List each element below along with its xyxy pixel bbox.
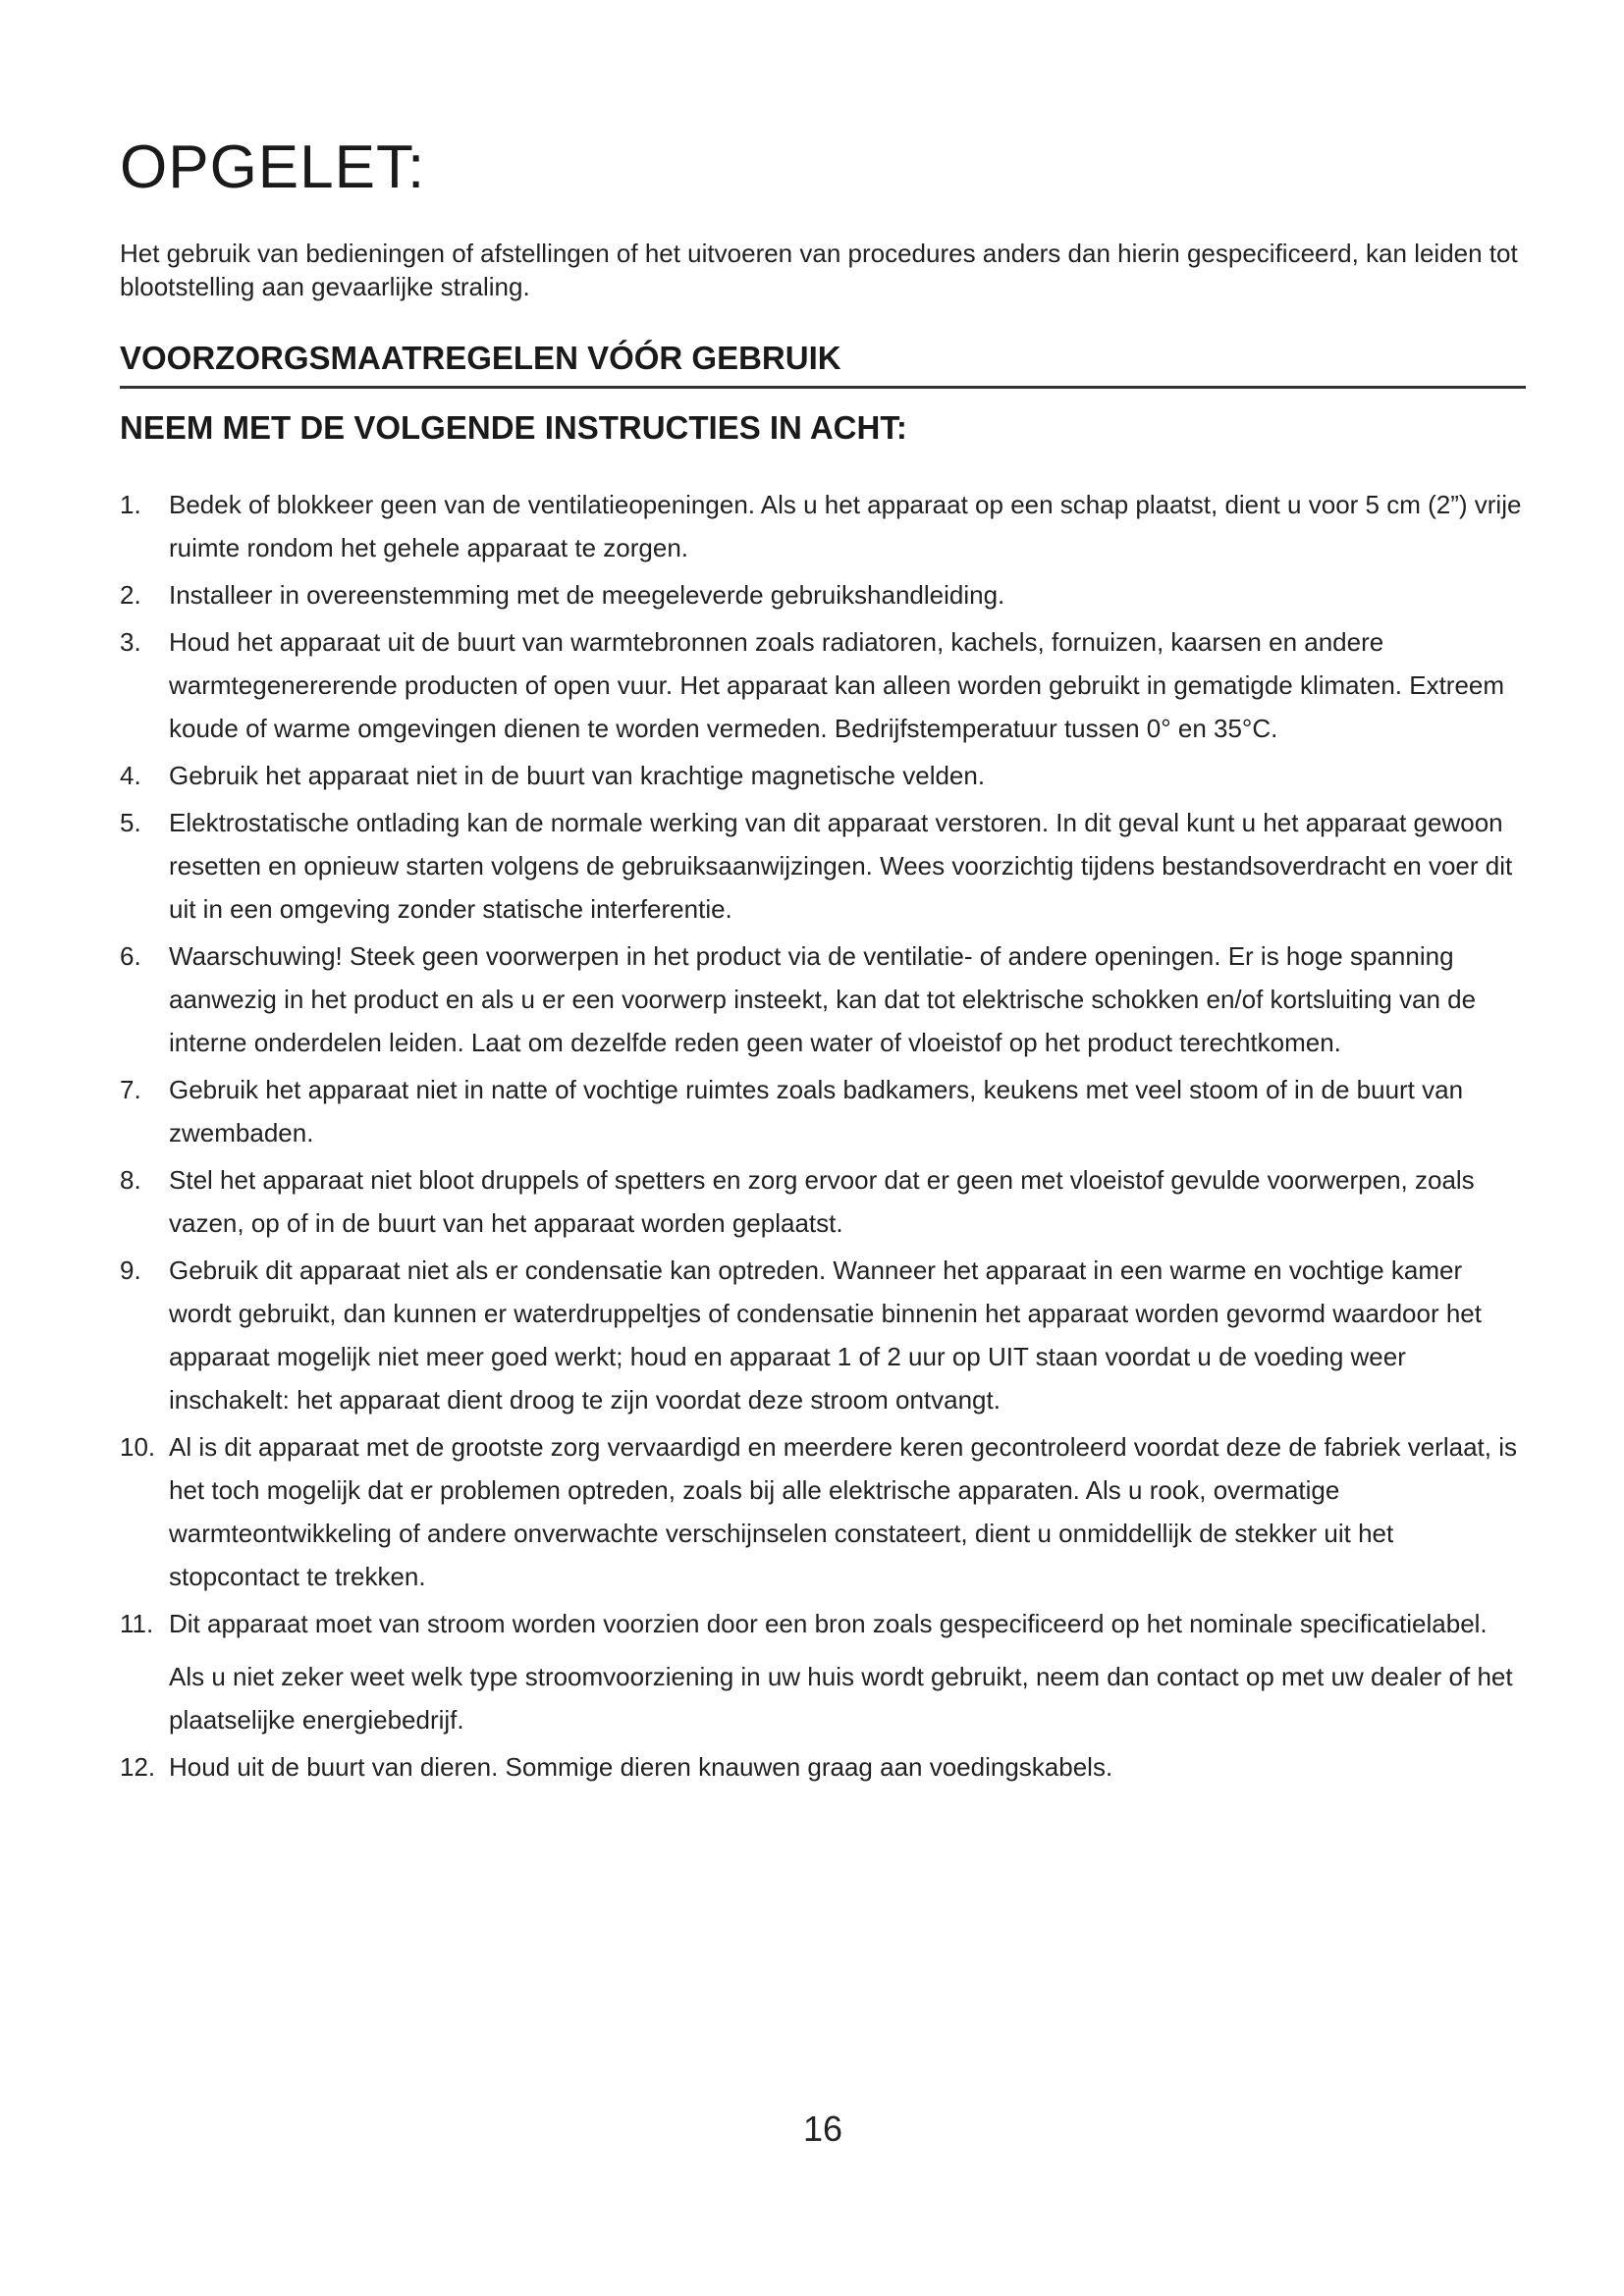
item-text: Waarschuwing! Steek geen voorwerpen in het product via de ventilatie- of andere openingen. Er is hoge spanning aanwezig in het product en als u er een voorwerp insteekt, kan dat tot elektrische schokken en/of kortsluiting van de interne onderdelen leiden. Laat om dezelfde reden geen water of vloeistof op het product terechtkomen. <box>169 941 1477 1057</box>
section-heading: VOORZORGSMAATREGELEN VÓÓR GEBRUIK <box>120 342 1526 389</box>
item-text: Al is dit apparaat met de grootste zorg vervaardigd en meerdere keren gecontroleerd voordat deze de fabriek verlaat, is het toch mogelijk dat er problemen optreden, zoals bij alle elektrische apparaten. Als u rook, overmatige warmteontwikkeling of andere onverwachte verschijnselen constateert, dient u onmiddellijk de stekker uit het stopcontact te trekken. <box>169 1432 1517 1591</box>
list-item <box>120 1602 1526 1741</box>
item-text: Houd uit de buurt van dieren. Sommige dieren knauwen graag aan voedingskabels. <box>169 1752 1113 1782</box>
list-item <box>120 934 1526 1064</box>
instruction-list <box>120 483 1526 1792</box>
list-item <box>120 1249 1526 1421</box>
page-title: OPGELET: <box>120 133 426 201</box>
list-item <box>120 483 1526 569</box>
item-text: Elektrostatische ontlading kan de normale werking van dit apparaat verstoren. In dit geval kunt u het apparaat gewoon resetten en opnieuw starten volgens de gebruiksaanwijzingen. Wees voorzichtig tijdens bestandsoverdracht en voer dit uit in een omgeving zonder statische interferentie. <box>169 808 1513 924</box>
item-text: Gebruik het apparaat niet in natte of vochtige ruimtes zoals badkamers, keukens met veel stoom of in de buurt van zwembaden. <box>169 1075 1464 1148</box>
item-text: Dit apparaat moet van stroom worden voorzien door een bron zoals gespecificeerd op het nominale specificatielabel. <box>169 1609 1488 1638</box>
item-number: 5. <box>120 808 141 837</box>
section-subheading: NEEM MET DE VOLGENDE INSTRUCTIES IN ACHT: <box>120 409 907 446</box>
item-number: 8. <box>120 1165 141 1195</box>
list-item <box>120 754 1526 797</box>
list-item <box>120 573 1526 616</box>
item-text: Houd het apparaat uit de buurt van warmtebronnen zoals radiatoren, kachels, fornuizen, kaarsen en andere warmtegenererende producten of open vuur. Het apparaat kan alleen worden gebruikt in gematigde klimaten. Extreem koude of warme omgevingen dienen te worden vermeden. Bedrijfstemperatuur tussen 0° en 35°C. <box>169 627 1505 743</box>
item-number: 12. <box>120 1752 156 1782</box>
item-number: 2. <box>120 580 141 610</box>
page-number: 16 <box>802 2109 843 2149</box>
list-item <box>120 1745 1526 1789</box>
item-number: 9. <box>120 1255 141 1285</box>
item-text: Stel het apparaat niet bloot druppels of spetters en zorg ervoor dat er geen met vloeistof gevulde voorwerpen, zoals vazen, op of in de buurt van het apparaat worden geplaatst. <box>169 1165 1475 1238</box>
list-item <box>120 801 1526 931</box>
item-text: Gebruik dit apparaat niet als er condensatie kan optreden. Wanneer het apparaat in een warme en vochtige kamer wordt gebruikt, dan kunnen er waterdruppeltjes of condensatie binnenin het apparaat worden gevormd waardoor het apparaat mogelijk niet meer goed werkt; houd en apparaat 1 of 2 uur op UIT staan voordat u de voeding weer inschakelt: het apparaat dient droog te zijn voordat deze stroom ontvangt. <box>169 1255 1482 1415</box>
item-number: 11. <box>120 1609 154 1638</box>
item-number: 3. <box>120 627 141 657</box>
item-text: Bedek of blokkeer geen van de ventilatieopeningen. Als u het apparaat op een schap plaatst, dient u voor 5 cm (2”) vrije ruimte rondom het gehele apparaat te zorgen. <box>169 490 1522 562</box>
item-text: Gebruik het apparaat niet in de buurt van krachtige magnetische velden. <box>169 761 986 790</box>
intro-paragraph: Het gebruik van bedieningen of afstellingen of het uitvoeren van procedures anders dan hierin gespecificeerd, kan leiden tot blootstelling aan gevaarlijke straling. <box>120 239 1518 301</box>
item-number: 1. <box>120 490 141 519</box>
item-text: Installeer in overeenstemming met de meegeleverde gebruikshandleiding. <box>169 580 1005 610</box>
list-item <box>120 1068 1526 1154</box>
list-item <box>120 1425 1526 1598</box>
item-number: 7. <box>120 1075 141 1104</box>
list-item <box>120 620 1526 750</box>
item-number: 6. <box>120 941 141 971</box>
item-number: 4. <box>120 761 141 790</box>
item-extra-text: Als u niet zeker weet welk type stroomvoorziening in uw huis wordt gebruikt, neem dan contact op met uw dealer of het plaatselijke energiebedrijf. <box>169 1662 1513 1735</box>
item-number: 10. <box>120 1432 156 1462</box>
list-item <box>120 1158 1526 1245</box>
